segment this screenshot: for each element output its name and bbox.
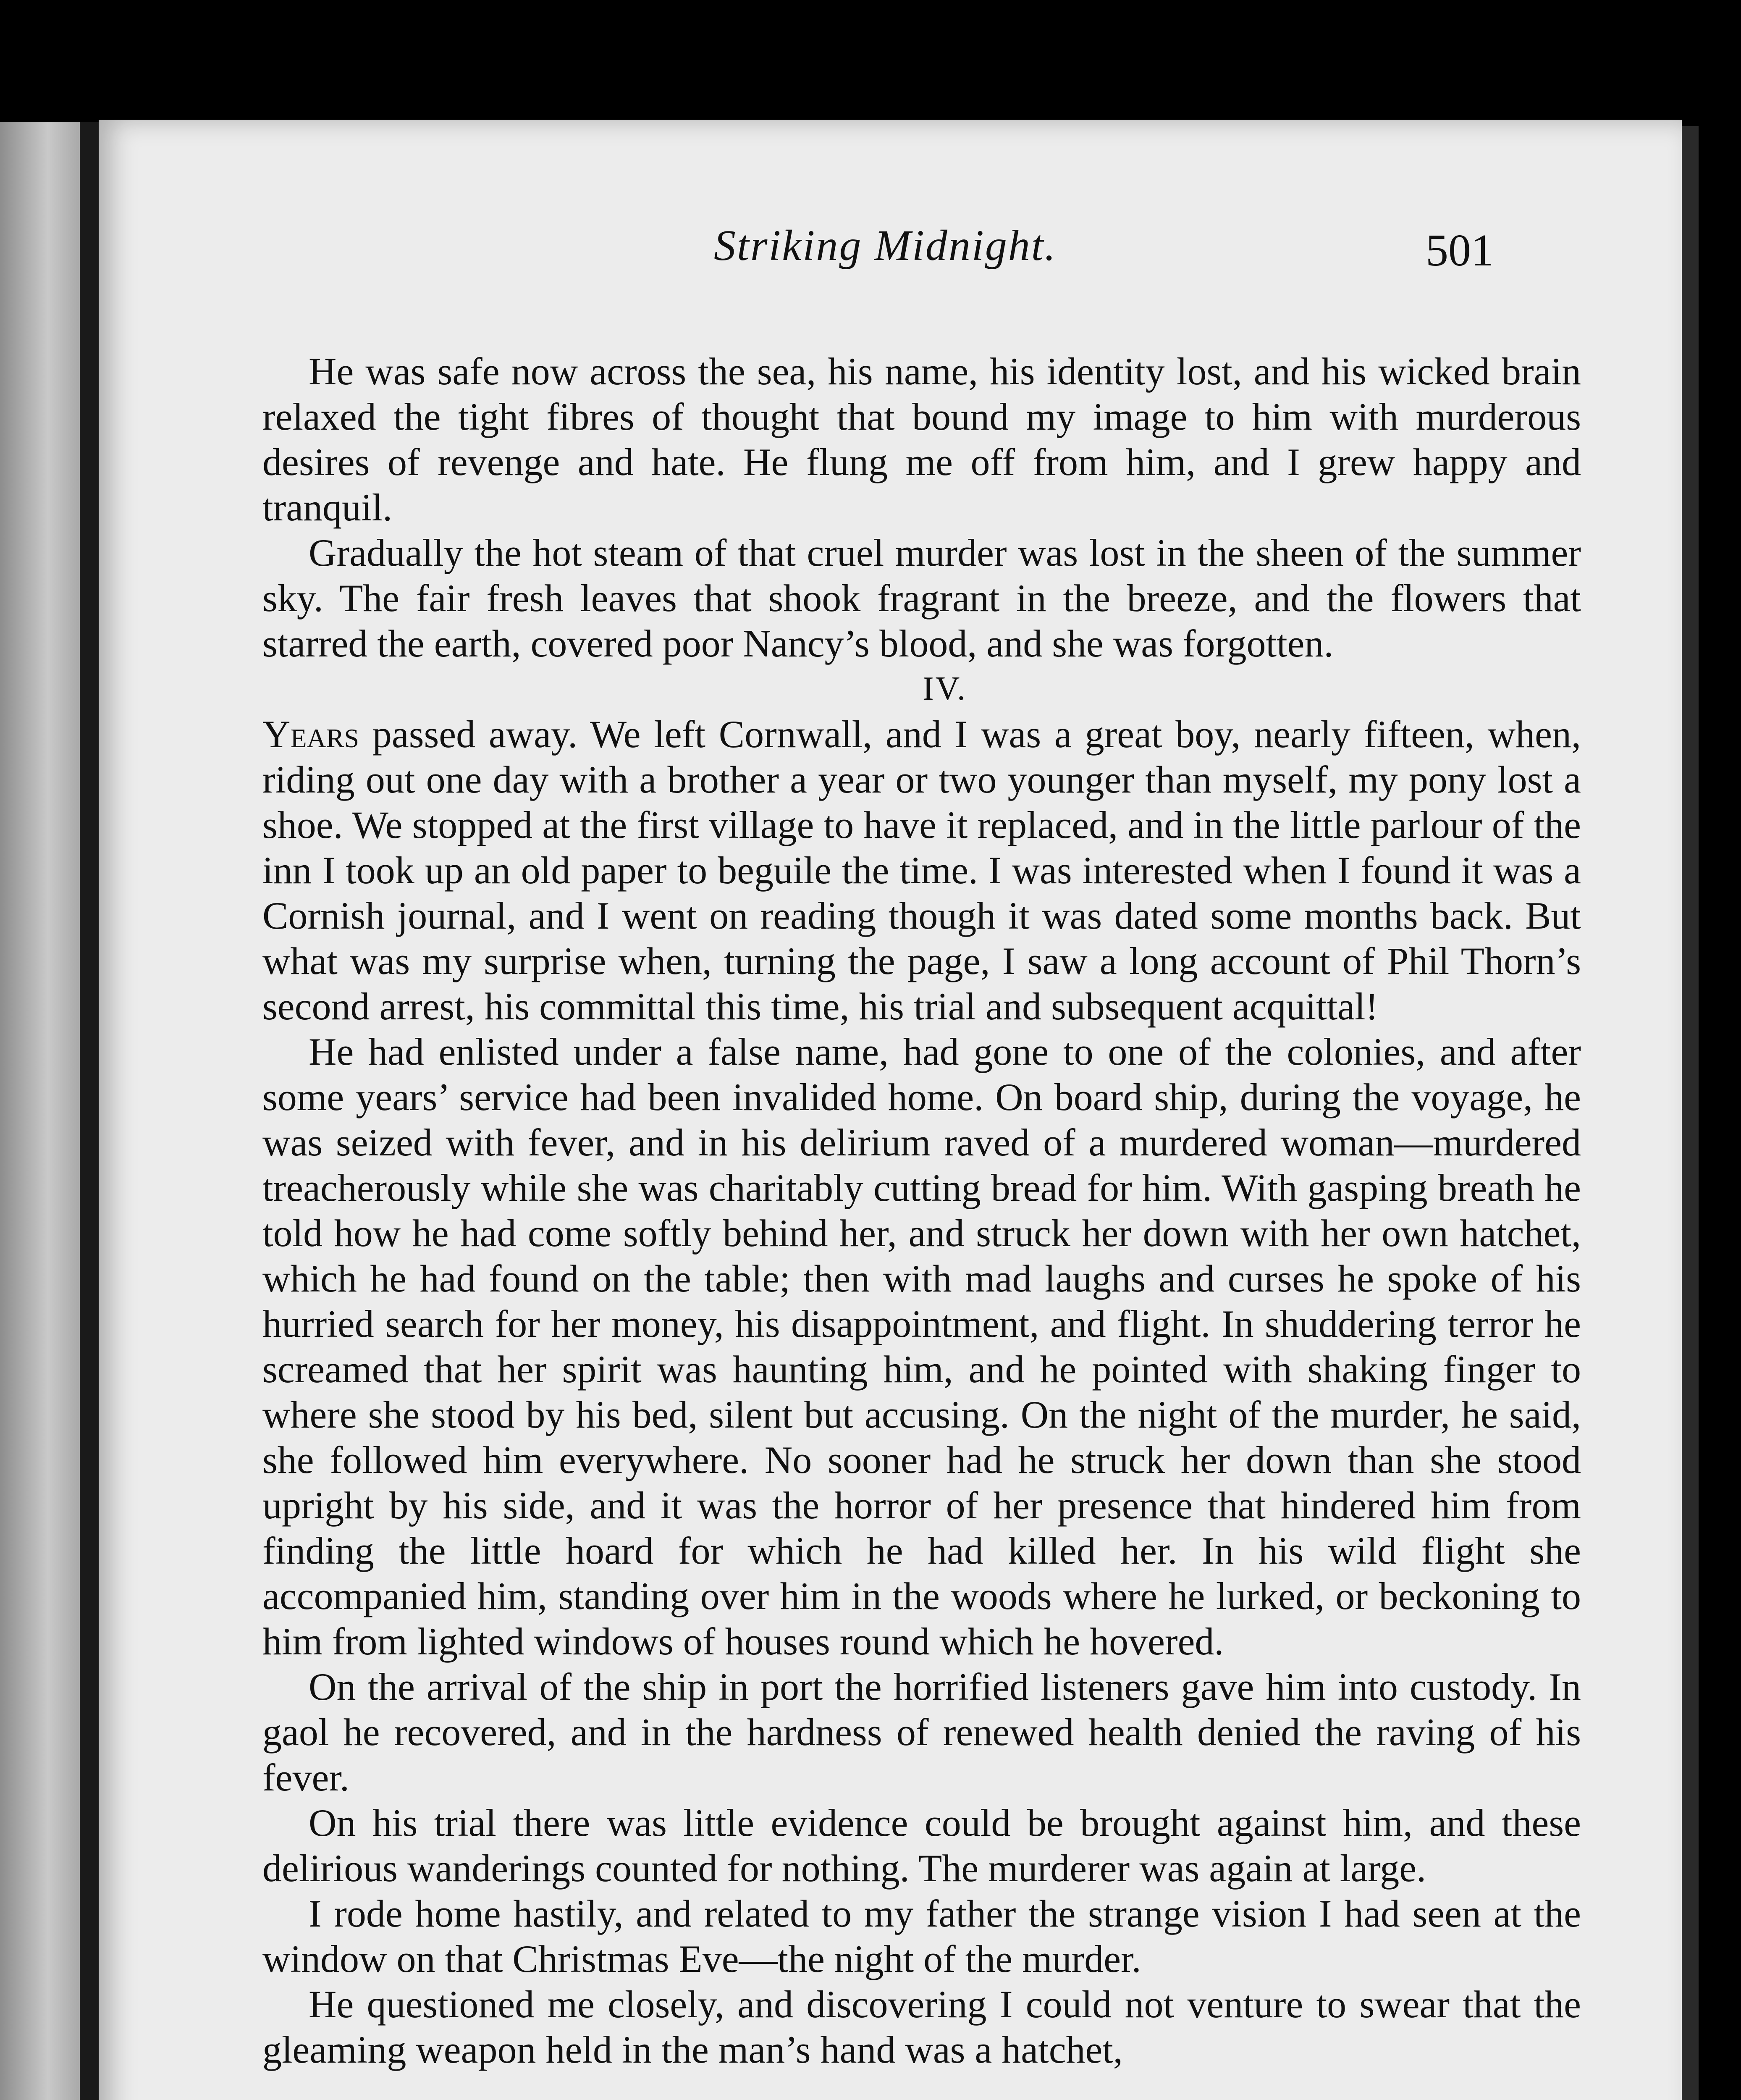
book-page	[99, 120, 1682, 2100]
body-text	[262, 349, 1581, 2072]
paragraph: On his trial there was little evidence could be brought against him, and these delirious wanderings counted for nothing. The murderer was again at large.	[262, 1801, 1581, 1890]
page-edge-shadow	[1682, 126, 1699, 2100]
page-number: 501	[1426, 226, 1494, 276]
paragraph: He was safe now across the sea, his name, his identity lost, and his wicked brain relaxed the tight fibres of thought that bound my image to him with murderous desires of revenge and hate. He flung me off from him, and I grew happy and tranquil.	[262, 350, 1581, 529]
paragraph: I rode home hastily, and related to my father the strange vision I had seen at the window on that Christmas Eve—the night of the murder.	[262, 1892, 1581, 1980]
facing-page-edge	[0, 122, 80, 2100]
paragraph: He had enlisted under a false name, had gone to one of the colonies, and after some years’ service had been invalided home. On board ship, during the voyage, he was seized with fever, and in his delirium raved of a murdered woman—murdered treacherously while she was charitably cutting bread for him. With gasping breath he told how he had come softly behind her, and struck her down with her own hatchet, which he had found on the table; then with mad laughs and curses he spoke of his hurried search for her money, his disappointment, and flight. In shuddering terror he screamed that her spirit was haunting him, and he pointed with shaking finger to where she stood by his bed, silent but accusing. On the night of the murder, he said, she followed him everywhere. No sooner had he struck her down than she stood upright by his side, and it was the horror of her presence that hindered him from finding the little hoard for which he had killed her. In his wild flight she accompanied him, standing over him in the woods where he lurked, or beckoning to him from lighted windows of houses round which he hovered.	[262, 1030, 1581, 1663]
book-gutter	[80, 122, 99, 2100]
paragraph: He questioned me closely, and discovering I could not venture to swear that the gleaming weapon held in the man’s hand was a hatchet,	[262, 1983, 1581, 2071]
section-heading: IV.	[922, 670, 968, 707]
paragraph-lead-word: Years	[262, 713, 359, 756]
running-title: Striking Midnight.	[714, 221, 1057, 270]
paragraph-text: passed away. We left Cornwall, and I was a great boy, nearly fifteen, when, riding out one day with a brother a year or two younger than myself, my pony lost a shoe. We stopped at the first village to have it replaced, and in the little parlour of the inn I took up an old paper to beguile the time. I was interested when I found it was a Cornish journal, and I went on reading though it was dated some months back. But what was my surprise when, turning the page, I saw a long account of Phil Thorn’s second arrest, his committal this time, his trial and subsequent acquittal!	[262, 713, 1581, 1028]
paragraph	[262, 711, 1581, 1029]
paragraph: Gradually the hot steam of that cruel murder was lost in the sheen of the summer sky. The fair fresh leaves that shook fragrant in the breeze, and the flowers that starred the earth, covered poor Nancy’s blood, and she was forgotten.	[262, 531, 1581, 665]
paragraph: On the arrival of the ship in port the horrified listeners gave him into custody. In gaol he recovered, and in the hardness of renewed health denied the raving of his fever.	[262, 1665, 1581, 1799]
